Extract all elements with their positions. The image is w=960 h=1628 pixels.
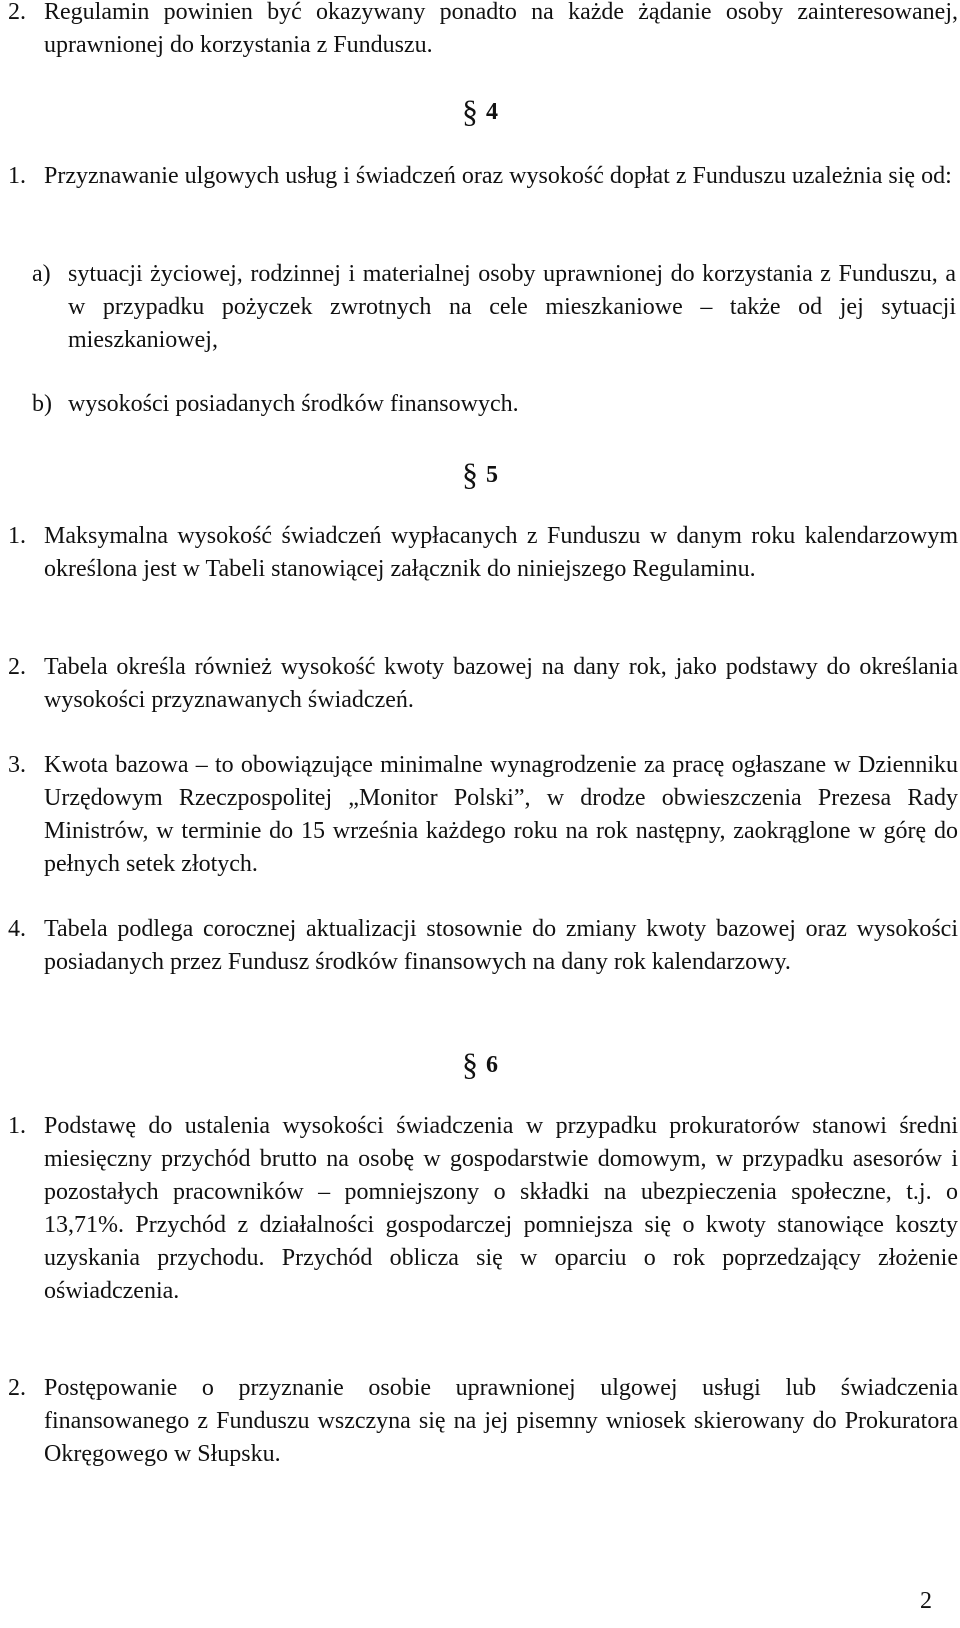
paragraph-item — [8, 1372, 960, 1471]
sub-item-text: wysokości posiadanych środków finansowych. — [68, 391, 519, 417]
item-text: Podstawę do ustalenia wysokości świadczenia w przypadku prokuratorów stanowi średni miesięczny przychód brutto na osobę w gospodarstwie domowym, w przypadku asesorów i pozostałych pracowników – pomniejszony o składki na ubezpieczenia społeczne, t.j. o 13,71%. Przychód z działalności gospodarczej pomniejsza się o kwoty stanowiące koszty uzyskania przychodu. Przychód oblicza się w oparciu o rok poprzedzający złożenie oświadczenia. — [44, 1113, 958, 1304]
item-text: Przyznawanie ulgowych usług i świadczeń oraz wysokość dopłat z Funduszu uzależnia się od: — [44, 163, 952, 189]
sub-item-b — [32, 388, 956, 421]
item-number: 3. — [8, 752, 26, 778]
page-number: 2 — [920, 1588, 932, 1614]
item-number: 2. — [8, 654, 26, 680]
sub-item-label: a) — [32, 261, 51, 287]
item-text: Tabela podlega corocznej aktualizacji stosownie do zmiany kwoty bazowej oraz wysokości posiadanych przez Fundusz środków finansowych na dany rok kalendarzowy. — [44, 916, 958, 975]
section-symbol: § — [462, 93, 478, 129]
paragraph-item — [8, 160, 960, 193]
section-heading-5 — [0, 455, 960, 492]
item-number: 2. — [8, 0, 26, 25]
item-number: 4. — [8, 916, 26, 942]
paragraph-item — [8, 749, 960, 881]
sub-item-text: sytuacji życiowej, rodzinnej i materialnej osoby uprawnionej do korzystania z Funduszu, a w przypadku pożyczek zwrotnych na cele mieszkaniowe – także od jej sytuacji mieszkaniowej, — [68, 261, 956, 353]
section-number: 6 — [486, 1052, 498, 1078]
section-symbol: § — [462, 1046, 478, 1082]
paragraph-item — [8, 0, 960, 62]
item-number: 1. — [8, 523, 26, 549]
paragraph-item — [8, 1110, 960, 1308]
item-number: 1. — [8, 1113, 26, 1139]
section-number: 4 — [486, 99, 498, 125]
item-number: 2. — [8, 1375, 26, 1401]
section-heading-6 — [0, 1045, 960, 1082]
item-text: Kwota bazowa – to obowiązujące minimalne wynagrodzenie za pracę ogłaszane w Dzienniku Urzędowym Rzeczpospolitej „Monitor Polski”, w drodze obwieszczenia Prezesa Rady Ministrów, w terminie do 15 września każdego roku na rok następny, zaokrąglone w górę do pełnych setek złotych. — [44, 752, 958, 877]
sub-item-a — [32, 258, 956, 357]
paragraph-item — [8, 913, 960, 979]
paragraph-item — [8, 651, 960, 717]
item-text: Regulamin powinien być okazywany ponadto na każde żądanie osoby zainteresowanej, uprawnionej do korzystania z Funduszu. — [44, 0, 958, 58]
section-heading-4 — [0, 92, 960, 129]
item-number: 1. — [8, 163, 26, 189]
item-text: Postępowanie o przyznanie osobie uprawnionej ulgowej usługi lub świadczenia finansowanego z Funduszu wszczyna się na jej pisemny wniosek skierowany do Prokuratora Okręgowego w Słupsku. — [44, 1375, 958, 1467]
section-symbol: § — [462, 456, 478, 492]
paragraph-item — [8, 520, 960, 586]
sub-item-label: b) — [32, 391, 52, 417]
item-text: Maksymalna wysokość świadczeń wypłacanych z Funduszu w danym roku kalendarzowym określona jest w Tabeli stanowiącej załącznik do niniejszego Regulaminu. — [44, 523, 958, 582]
item-text: Tabela określa również wysokość kwoty bazowej na dany rok, jako podstawy do określania wysokości przyznawanych świadczeń. — [44, 654, 958, 713]
section-number: 5 — [486, 462, 498, 488]
